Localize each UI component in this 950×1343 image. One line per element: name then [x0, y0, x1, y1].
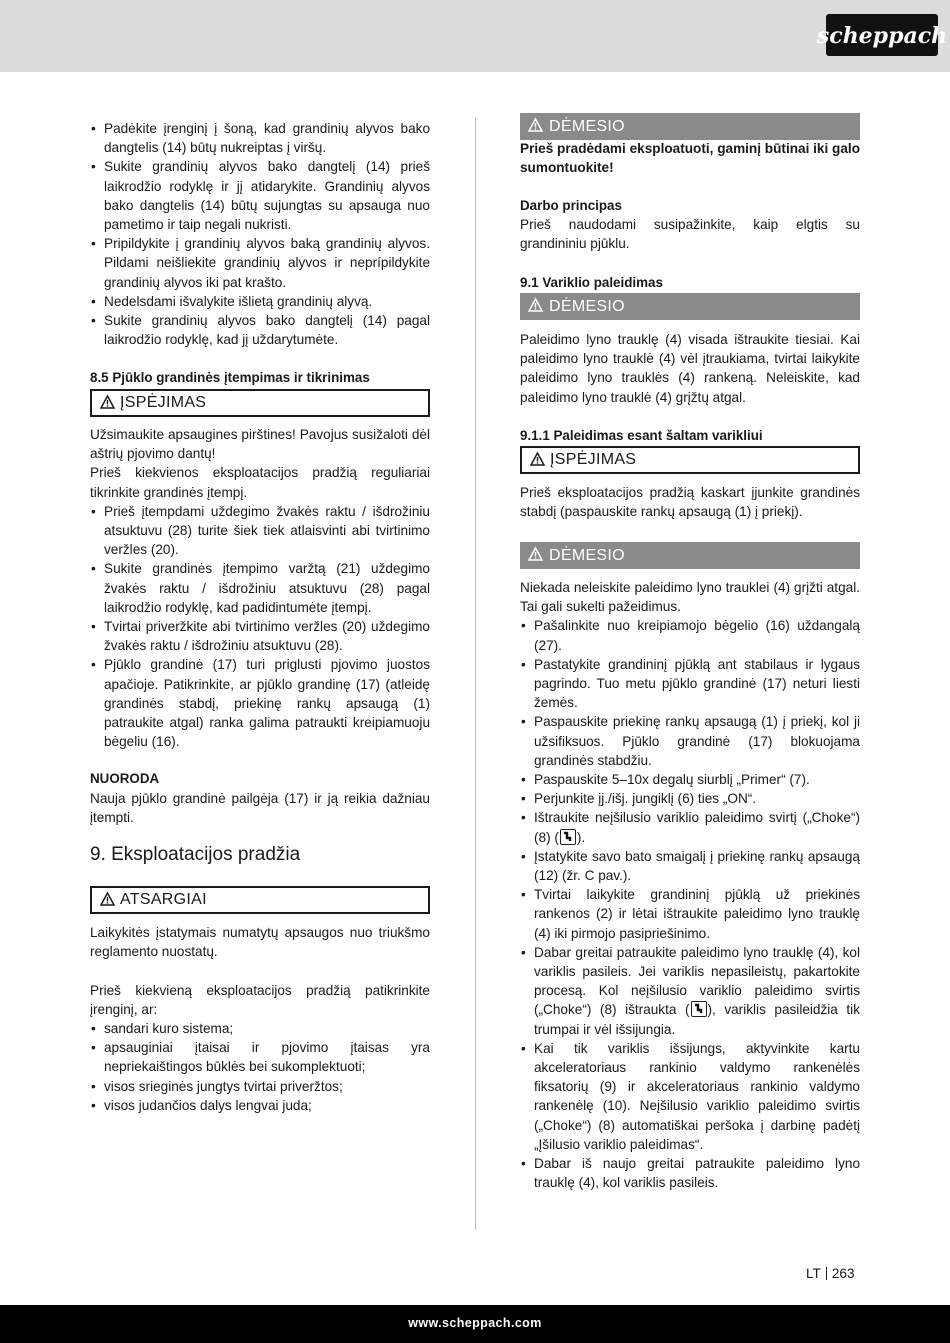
- section-heading-8-5: 8.5 Pjūklo grandinės įtempimas ir tikrinimas: [90, 370, 370, 385]
- choke-text-b: ).: [576, 829, 586, 845]
- oil-fill-list: [90, 119, 430, 349]
- pull-text-b: ), variklis pasileidžia tik trumpai ir vėl išsijungia.: [534, 1002, 860, 1037]
- column-divider: [475, 118, 476, 1230]
- attention-box: [520, 293, 860, 320]
- section-heading-9-1: 9.1 Variklio paleidimas: [520, 275, 663, 290]
- chain-brake-text: Prieš eksploatacijos pradžią kaskart įjunkite grandinės stabdį (paspauskite rankų apsaugą (1) į priekį).: [520, 485, 860, 520]
- cold-start-list: [520, 616, 860, 1192]
- warning-label: ĮSPĖJIMAS: [550, 451, 637, 468]
- list-item: • Įstatykite savo bato smaigalį į priekinę rankų apsaugą (12) (žr. C pav.).: [520, 847, 860, 885]
- list-item: • Prieš įtempdami uždegimo žvakės raktu / išdrožiniu atsuktuvu (28) turite šiek tiek atlaisvinti abi tvirtinimo veržles (20).: [90, 502, 430, 560]
- caution-label: ATSARGIAI: [120, 891, 207, 908]
- choke-closed-icon: [560, 829, 576, 845]
- list-item: • Pastatykite grandininį pjūklą ant stabilaus ir lygaus pagrindo. Tuo metu pjūklo grandinė (17) neturi liesti žemės.: [520, 655, 860, 713]
- list-item: • Pašalinkite nuo kreipiamojo bėgelio (16) uždangalą (27).: [520, 616, 860, 654]
- brand-logo: [816, 14, 948, 56]
- list-item: • visos judančios dalys lengvai juda;: [90, 1096, 430, 1115]
- list-item: [520, 943, 860, 1039]
- list-item: • Tvirtai priveržkite abi tvirtinimo veržles (20) uždegimo žvakės raktu / išdrožiniu atsuktuvu (28).: [90, 617, 430, 655]
- working-principle-text: Prieš naudodami susipažinkite, kaip elgtis su grandininiu pjūklu.: [520, 217, 860, 252]
- check-list: [90, 1019, 430, 1115]
- cold-start-steps: [520, 578, 860, 1193]
- assembly-notice: Prieš pradėdami eksploatuoti, gaminį būtinai iki galo sumontuokite!: [520, 141, 860, 176]
- list-item: • Paspauskite priekinę rankų apsaugą (1) į priekį, kol ji užsifiksuos. Pjūklo grandinė (17) blokuojama grandinės stabdžiu.: [520, 712, 860, 770]
- tension-steps-list: [90, 502, 430, 752]
- attention-box: [520, 542, 860, 569]
- warning-box: [90, 389, 430, 417]
- section-heading-9: 9. Eksploatacijos pradžia: [90, 844, 301, 865]
- paragraph: Niekada neleiskite paleidimo lyno trauklei (4) grįžti atgal. Tai gali sukelti pažeidimus.: [520, 580, 860, 615]
- list-item: • apsauginiai įtaisai ir pjovimo įtaisas yra nepriekaištingos būklės bei sukomplektuoti;: [90, 1038, 430, 1076]
- note-heading: NUORODA: [90, 771, 160, 786]
- choke-text-a: Ištraukite neįšilusio variklio paleidimo svirtį („Choke“) (8) (: [534, 810, 860, 845]
- page-number-value: 263: [831, 1266, 855, 1281]
- warning-triangle-icon: [530, 452, 545, 466]
- list-item: • Tvirtai laikykite grandininį pjūklą už priekinės rankenos (2) ir lėtai ištraukite paleidimo lyno trauklę (4) iki pirmojo pasipriešinimo.: [520, 885, 860, 943]
- list-item: • Padėkite įrenginį į šoną, kad grandinių alyvos bako dangtelis (14) būtų nukreiptas į viršų.: [90, 119, 430, 157]
- check-intro-text: Prieš kiekvieną eksploatacijos pradžią patikrinkite įrenginį, ar:: [90, 983, 430, 1018]
- attention-label: DĖMESIO: [549, 547, 625, 564]
- caution-box: [90, 886, 430, 914]
- paragraph: Užsimaukite apsaugines pirštines! Pavojus susižaloti dėl aštrių pjovimo dantų!: [90, 427, 430, 462]
- warning-triangle-icon: [528, 547, 543, 561]
- footer-url: www.scheppach.com: [408, 1316, 542, 1330]
- starter-rope-text: Paleidimo lyno trauklę (4) visada ištraukite tiesiai. Kai paleidimo lyno trauklė (4) vėl įtraukiama, tvirtai laikykite paleidimo lyno trauklės (4) rankeną. Neleiskite, kad paleidimo lyno trauklė (4) grįžtų atgal.: [520, 332, 860, 405]
- section-heading-9-1-1: 9.1.1 Paleidimas esant šaltam varikliui: [520, 428, 763, 443]
- page-language: LT: [806, 1266, 821, 1281]
- warning-triangle-icon: [528, 298, 543, 312]
- list-item: • Sukite grandinių alyvos bako dangtelį (14) pagal laikrodžio rodyklę, kad jį uždarytumėte.: [90, 311, 430, 349]
- noise-regulation-text: Laikykitės įstatymais numatytų apsaugos nuo triukšmo reglamento nuostatų.: [90, 925, 430, 960]
- list-item: • Dabar iš naujo greitai patraukite paleidimo lyno trauklę (4), kol variklis pasileis.: [520, 1154, 860, 1192]
- list-item: • Paspauskite 5–10x degalų siurblį „Primer“ (7).: [520, 770, 860, 789]
- attention-box: [520, 113, 860, 140]
- list-item: [520, 808, 860, 846]
- svg-text:scheppach: scheppach: [816, 23, 948, 49]
- list-item: • Pjūklo grandinė (17) turi priglusti pjovimo juostos apačioje. Patikrinkite, ar pjūklo grandinę (17) (atleidę grandinės stabdį, priekinę rankų apsaugą (1) patraukite atgal) ranka galima patraukti kreipiamuoju bėgeliu (16).: [90, 655, 430, 751]
- list-item: • visos srieginės jungtys tvirtai priveržtos;: [90, 1077, 430, 1096]
- page-number: [806, 1266, 855, 1282]
- note-text: Nauja pjūklo grandinė pailgėja (17) ir ją reikia dažniau įtempti.: [90, 791, 430, 826]
- list-item: • Kai tik variklis išsijungs, aktyvinkite kartu akceleratoriaus rankinio valdymo rankenėlės fiksatorių (9) ir akceleratoriaus rankinio valdymo rankenėlę (10). Neįšilusio variklio paleidimo svirtis („Choke“) (8) automatiškai peršoka į darbinę padėtį „Įšilusio variklio paleidimas“.: [520, 1039, 860, 1154]
- attention-label: DĖMESIO: [549, 118, 625, 135]
- warning-label: ĮSPĖJIMAS: [120, 394, 207, 411]
- list-item: • Nedelsdami išvalykite išlietą grandinių alyvą.: [90, 292, 430, 311]
- list-item: • Sukite grandinių alyvos bako dangtelį (14) prieš laikrodžio rodyklę ir jį atidarykite. Grandinių alyvos bako dangtelis (14) būtų sujungtas su apsauga nuo pametimo ir taip negali nukristi.: [90, 157, 430, 234]
- brand-logo-wordmark: [816, 14, 948, 56]
- paragraph: Prieš kiekvienos eksploatacijos pradžią reguliariai tikrinkite grandinės įtempį.: [90, 465, 430, 500]
- warning-triangle-icon: [528, 118, 543, 132]
- footer-band: [0, 1305, 950, 1343]
- warning-box: [520, 446, 860, 474]
- list-item: • Pripildykite į grandinių alyvos baką grandinių alyvos. Pildami neišliekite grandinių alyvos ir neprípildykite grandinių alyvos iki pat krašto.: [90, 234, 430, 292]
- pull-text-a: Dabar greitai patraukite paleidimo lyno trauklę (4), kol variklis pasileis. Jei variklis nepasileistų, pakartokite procesą. Kol neįšilusio variklio paleidimo svirtis („Choke“) (8) ištraukta (: [534, 944, 860, 1018]
- list-item: • sandari kuro sistema;: [90, 1019, 430, 1038]
- choke-closed-icon: [691, 1001, 707, 1017]
- working-principle-heading: Darbo principas: [520, 198, 622, 213]
- tension-paragraphs: [90, 425, 430, 751]
- list-item: • Sukite grandinės įtempimo varžtą (21) uždegimo žvakės raktu / išdrožiniu atsuktuvu (28) pagal laikrodžio rodyklę, kad padidintumėte įtempį.: [90, 559, 430, 617]
- header-band: [0, 0, 950, 72]
- warning-triangle-icon: [100, 892, 115, 906]
- attention-label: DĖMESIO: [549, 298, 625, 315]
- warning-triangle-icon: [100, 395, 115, 409]
- page-number-separator: [826, 1267, 827, 1280]
- list-item: • Perjunkite įj./išj. jungiklį (6) ties „ON“.: [520, 789, 860, 808]
